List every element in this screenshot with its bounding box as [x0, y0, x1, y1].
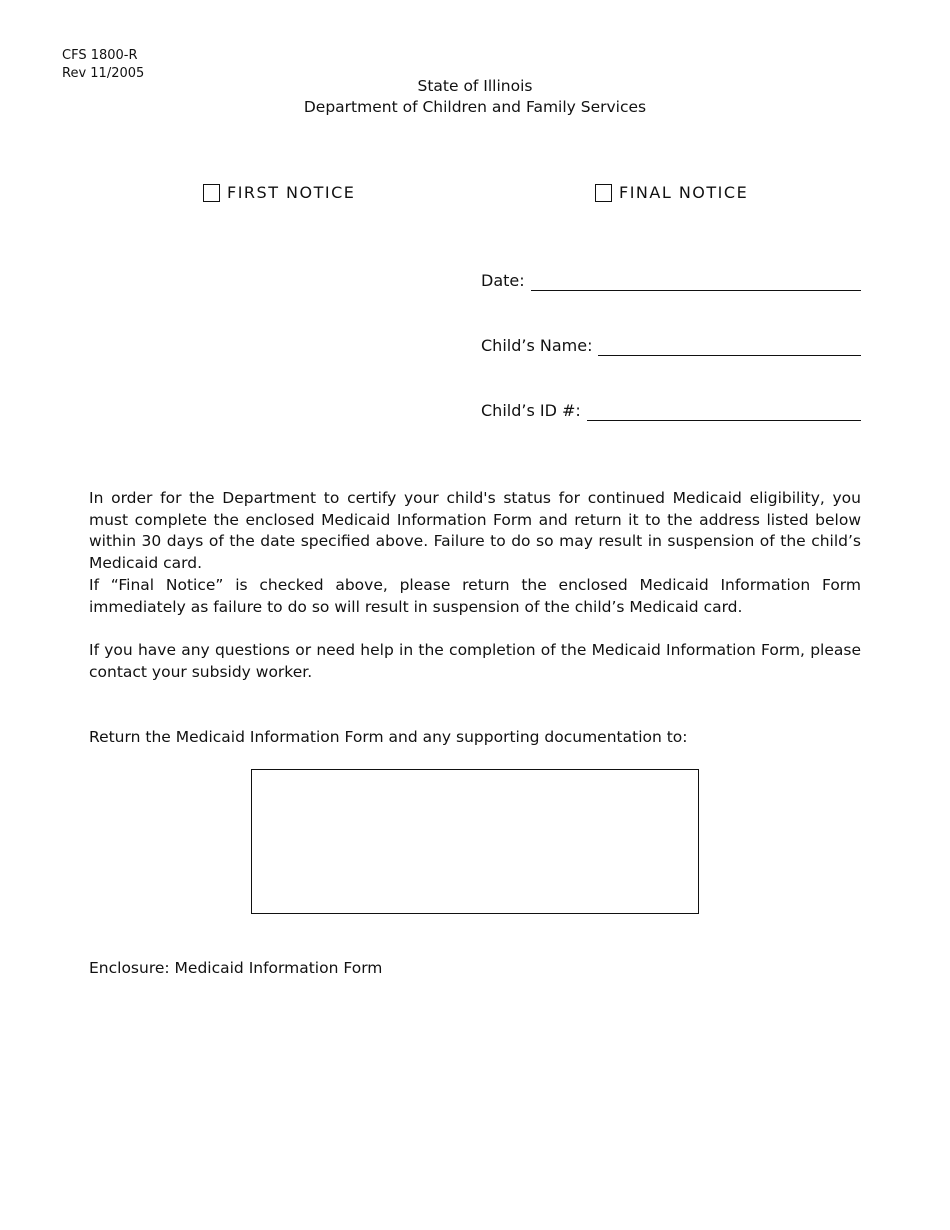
form-revision: Rev 11/2005	[62, 66, 145, 81]
child-name-label: Child’s Name:	[481, 336, 593, 355]
contact-paragraph: If you have any questions or need help in the completion of the Medicaid Information Form, please contact your subsidy worker.	[89, 641, 861, 681]
certification-paragraph: In order for the Department to certify your child's status for continued Medicaid eligibility, you must complete the enclosed Medicaid Information Form and return it to the address listed below within 30 days of the date specified above. Failure to do so may result in suspension of the child’s Medicaid card.	[89, 489, 861, 572]
child-name-field	[481, 336, 861, 356]
form-number: CFS 1800-R	[62, 48, 138, 63]
return-instruction: Return the Medicaid Information Form and any supporting documentation to:	[89, 728, 688, 746]
return-address-box	[251, 769, 699, 914]
date-field	[481, 271, 861, 291]
state-name: State of Illinois	[417, 77, 533, 95]
date-label: Date:	[481, 271, 525, 290]
child-id-label: Child’s ID #:	[481, 401, 581, 420]
child-id-field	[481, 401, 861, 421]
child-id-input-line[interactable]	[587, 402, 861, 421]
first-notice-option[interactable]	[203, 183, 355, 202]
final-notice-paragraph: If “Final Notice” is checked above, please return the enclosed Medicaid Information Form immediately as failure to do so will result in suspension of the child’s Medicaid card.	[89, 576, 861, 616]
date-input-line[interactable]	[531, 272, 861, 291]
final-notice-label: FINAL NOTICE	[619, 183, 749, 202]
child-name-input-line[interactable]	[598, 337, 861, 356]
enclosure-note: Enclosure: Medicaid Information Form	[89, 959, 383, 977]
department-name: Department of Children and Family Services	[303, 98, 647, 116]
final-notice-option[interactable]	[595, 183, 748, 202]
final-notice-checkbox[interactable]	[595, 184, 612, 202]
first-notice-checkbox[interactable]	[203, 184, 220, 202]
first-notice-label: FIRST NOTICE	[227, 183, 356, 202]
document-header	[0, 76, 950, 118]
